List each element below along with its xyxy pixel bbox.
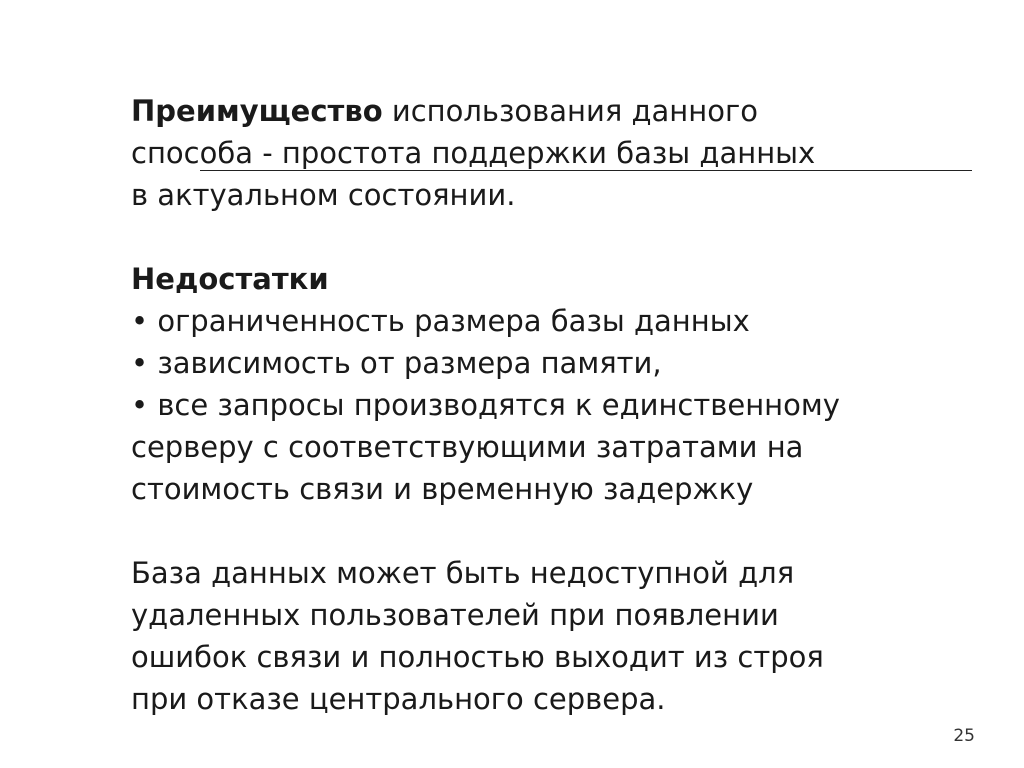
- page-number: 25: [953, 726, 975, 746]
- disadvantages-heading: [131, 258, 971, 300]
- disadvantages-heading-text: Недостатки: [131, 262, 329, 296]
- disadvantage-item-2: • зависимость от размера памяти,: [131, 346, 662, 380]
- advantage-line-2: способа - простота поддержки базы данных: [131, 136, 816, 170]
- note-line-3: ошибок связи и полностью выходит из строя: [131, 640, 824, 674]
- advantage-line-3: в актуальном состоянии.: [131, 178, 516, 212]
- spacer: [131, 216, 971, 258]
- disadvantage-item-3-cont-2: стоимость связи и временную задержку: [131, 472, 754, 506]
- disadvantage-item-3-cont-1: серверу с соответствующими затратами на: [131, 430, 804, 464]
- spacer: [131, 510, 971, 552]
- advantage-heading: Преимущество: [131, 94, 383, 128]
- disadvantage-item-1: • ограниченность размера базы данных: [131, 304, 750, 338]
- note-line-2: удаленных пользователей при появлении: [131, 598, 779, 632]
- note-line-1: База данных может быть недоступной для: [131, 556, 795, 590]
- slide-body: [131, 90, 971, 720]
- note-line-4: при отказе центрального сервера.: [131, 682, 666, 716]
- disadvantage-item-3: • все запросы производятся к единственному: [131, 388, 840, 422]
- advantage-text-1: использования данного: [382, 94, 758, 128]
- advantage-line-1: [131, 90, 971, 132]
